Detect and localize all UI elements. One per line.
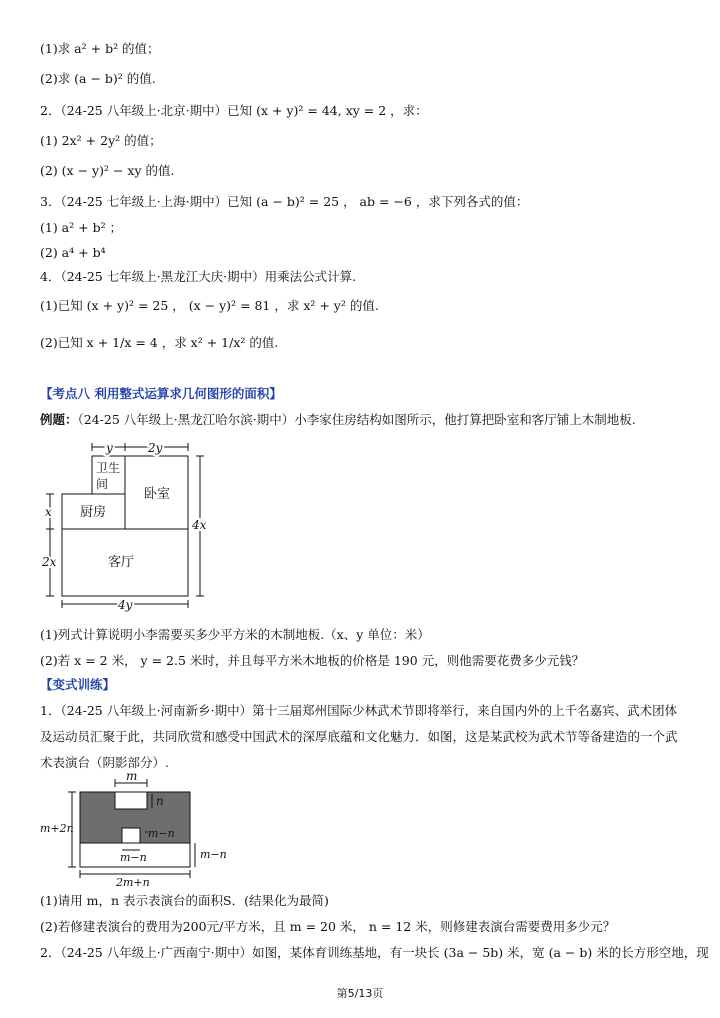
stage-dim-left: m+2n	[40, 822, 74, 835]
q2-stem: 2．（24-25 八年级上·北京·期中）已知 (x + y)² = 44, xy = 2 ，求：	[40, 103, 428, 118]
stage-figure	[40, 770, 240, 888]
variant-q1-part1: (1)请用 m，n 表示表演台的面积S．(结果化为最简)	[40, 893, 329, 908]
q4-stem: 4．（24-25 七年级上·黑龙江大庆·期中）用乘法公式计算.	[40, 269, 357, 284]
dim-4y: 4y	[118, 598, 133, 612]
floor-plan-figure	[40, 436, 220, 616]
bedroom-label: 卧室	[144, 487, 171, 502]
page-number: 第5/13页	[336, 987, 384, 1000]
stage-dim-bottom-inner: m−n	[120, 851, 147, 864]
bathroom-label-2: 间	[96, 477, 109, 491]
living-room-label: 客厅	[108, 555, 135, 570]
variant-q2-stem: 2．（24-25 八年级上·广西南宁·期中）如图，某体育训练基地，有一块长 (3a − 5b) 米，宽 (a − b) 米的长方形空地，现	[40, 945, 709, 960]
stage-dim-bottom: 2m+n	[116, 876, 150, 888]
kitchen-label: 厨房	[80, 505, 107, 520]
dim-4x: 4x	[192, 518, 207, 532]
q3-part2: (2) a⁴ + b⁴	[40, 245, 106, 260]
bathroom-label-1: 卫生	[96, 461, 121, 475]
section-heading: 【考点八 利用整式运算求几何图形的面积】	[40, 386, 282, 401]
stage-dim-m-minus-n: m−n	[148, 827, 175, 840]
example-part1: (1)列式计算说明小李需要买多少平方米的木制地板.（x、y 单位：米）	[40, 627, 430, 642]
q1-part1: (1)求 a² + b² 的值；	[40, 41, 160, 56]
dim-2x: 2x	[42, 555, 57, 569]
q1-part2: (2)求 (a − b)² 的值.	[40, 71, 156, 86]
variant-heading: 【变式训练】	[40, 677, 116, 692]
stage-dim-n: n	[156, 794, 164, 808]
q2-part2: (2) (x − y)² − xy 的值.	[40, 163, 175, 178]
variant-q1-stem: 1．（24-25 八年级上·河南新乡·期中）第十三届郑州国际少林武术节即将举行，来自国内外的上千名嘉宾、武术团体及运动员汇聚于此，共同欣赏和感受中国武术的深厚底蕴和文化魅力．如图，这是某武校为武术节等备建造的一个武术表演台（阴影部分）.	[40, 703, 678, 770]
q3-part1: (1) a² + b² ；	[40, 220, 123, 235]
stage-dim-right: m−n	[200, 848, 227, 861]
dim-x: x	[45, 505, 52, 519]
q4-part2: (2)已知 x + 1/x = 4 ，求 x² + 1/x² 的值.	[40, 335, 279, 350]
example-label: 例题：	[40, 412, 78, 427]
dim-2y: 2y	[148, 441, 163, 455]
q3-stem: 3．（24-25 七年级上·上海·期中）已知 (a − b)² = 25 ， ab = −6 ，求下列各式的值：	[40, 194, 529, 209]
example-stem	[40, 411, 680, 429]
dim-y: y	[106, 441, 113, 455]
q4-part1: (1)已知 (x + y)² = 25 ， (x − y)² = 81 ，求 x² + y² 的值.	[40, 298, 379, 313]
variant-q1-part2: (2)若修建表演台的费用为200元/平方米，且 m = 20 米， n = 12 米，则修建表演台需要费用多少元？	[40, 919, 616, 934]
example-text: （24-25 八年级上·黑龙江哈尔滨·期中）小李家住房结构如图所示，他打算把卧室和客厅铺上木制地板.	[77, 412, 636, 427]
stage-dim-m: m	[126, 770, 138, 783]
q2-part1: (1) 2x² + 2y² 的值；	[40, 133, 162, 148]
example-part2: (2)若 x = 2 米， y = 2.5 米时，并且每平方米木地板的价格是 190 元，则他需要花费多少元钱？	[40, 653, 585, 668]
